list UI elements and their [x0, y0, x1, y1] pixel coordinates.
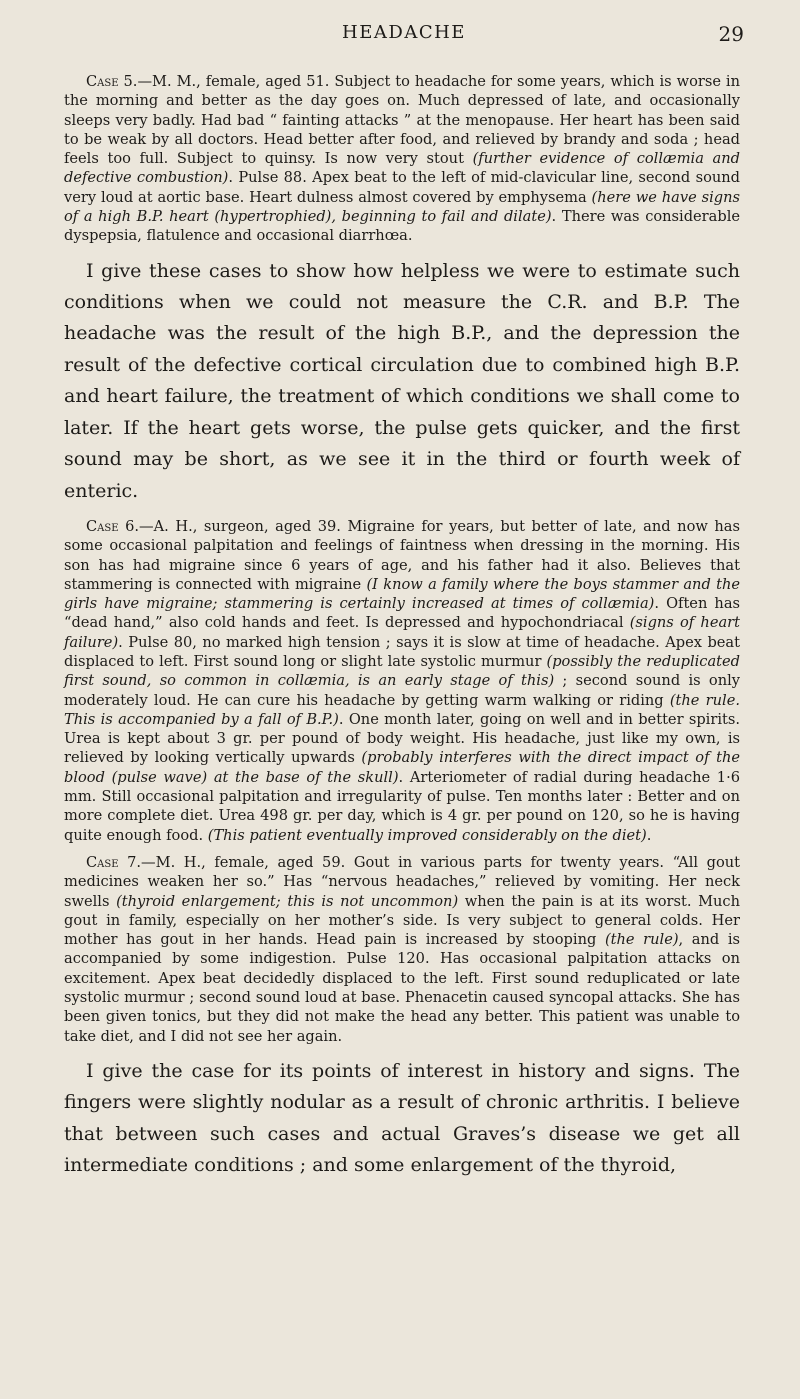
text-segment: , and is accompanied by some indigestion. Pulse 120. Has occasional palpitation attacks on excitement. Apex beat decidedly displaced to the left. First sound reduplicated or late systolic murmur ; second sound loud at base. Phenacetin caused syncopal attacks. She has been given tonics, but they did not make the head any better. This patient was unable to take diet, and I did not see her again. — [64, 931, 741, 1045]
case-paragraph — [64, 517, 740, 845]
prose-paragraph — [64, 1056, 740, 1182]
text-segment: —M. M., female, aged 51. Subject to headache for some years, which is worse in the morning and better as the day goes on. Much depressed of late, and occasionally sleeps very badly. Had bad “ fainting attacks ” at the menopause. Her heart has been said to be weak by all doctors. Head better after food, and relieved by brandy and soda ; head feels too full. Subject to quinsy. Is now very stout — [64, 73, 740, 168]
text-segment: . Arteriometer of radial during headache 1·6 mm. Still occasional palpitation and irregularity of pulse. Ten months later : Better and on more complete diet. Urea 498 gr. per day, which is 4 gr. per pound on 120, so he is having quite enough food. — [64, 768, 741, 844]
text-segment: when the pain is at its worst. Much gout in family, especially on her mother’s side. Is very subject to general colds. Her mother has gout in her hands. Head pain is increased by stooping — [64, 892, 740, 949]
italic-comment: (signs of heart failure) — [64, 614, 740, 651]
case-heading: Case 7. — [86, 853, 142, 871]
text-segment: . Pulse 80, no marked high tension ; says it is slow at time of headache. Apex beat displaced to left. First sound long or slight late systolic murmur — [64, 633, 740, 670]
text-segment: . Pulse 88. Apex beat to the left of mid-clavicular line, second sound very loud at aortic base. Heart dulness almost covered by emphysema — [64, 169, 740, 206]
italic-comment: (thyroid enlargement; this is not uncommon) — [116, 892, 459, 910]
page-number: 29 — [718, 22, 744, 46]
case-paragraph — [64, 853, 740, 1046]
italic-comment: (the rule) — [604, 931, 679, 949]
italic-comment: (here we have signs of a high B.P. heart (hypertrophied), beginning to fail and dilate) — [64, 188, 740, 226]
case-heading: Case 5. — [86, 73, 138, 90]
case-paragraph — [64, 72, 740, 246]
text-segment: . One month later, going on well and in better spirits. Urea is kept about 3 gr. per pound of body weight. His headache, just like my own, is relieved by looking vertically upwards — [64, 710, 740, 767]
italic-comment: (probably interferes with the direct impact of the blood (pulse wave) at the base of the skull) — [64, 749, 740, 786]
running-title: HEADACHE — [342, 22, 466, 43]
case-heading: Case 6. — [86, 517, 140, 535]
prose-paragraph — [64, 256, 740, 507]
italic-comment: (further evidence of collæmia and defective combustion) — [64, 150, 740, 187]
italic-comment: (I know a family where the boys stammer and the girls have migraine; stammering is certainly increased at times of collæmia) — [64, 575, 740, 613]
text-segment: ; second sound is only moderately loud. He can cure his headache by getting warm walking or riding — [64, 672, 740, 709]
italic-comment: (possibly the reduplicated first sound, so common in collæmia, is an early stage of this) — [64, 653, 740, 690]
body-text — [64, 72, 740, 1192]
text-segment: . There was considerable dyspepsia, flatulence and occasional diarrhœa. — [64, 208, 741, 245]
text-segment: I give these cases to show how helpless we were to estimate such conditions when we could not measure the C.R. and B.P. The headache was the result of the high B.P., and the depression the result of the defective cortical circulation due to combined high B.P. and heart failure, the treatment of which conditions we shall come to later. If the heart gets worse, the pulse gets quicker, and the first sound may be short, as we see it in the third or fourth week of enteric. — [64, 259, 740, 502]
text-segment: . Often has “dead hand,” also cold hands and feet. Is depressed and hypochondriacal — [64, 595, 741, 632]
text-segment: I give the case for its points of interest in history and signs. The fingers were slightly nodular as a result of chronic arthritis. I believe that between such cases and actual Graves’s disease we get all intermediate conditions ; and some enlargement of the thyroid, — [64, 1059, 740, 1177]
text-segment: —M. H., female, aged 59. Gout in various parts for twenty years. “All gout medicines weaken her so.” Has “nervous headaches,” relieved by vomiting. Her neck swells — [64, 853, 741, 910]
italic-comment: (the rule. This is accompanied by a fall of B.P.) — [64, 691, 740, 728]
running-head — [64, 22, 744, 52]
text-segment: . — [646, 826, 652, 844]
italic-comment: (This patient eventually improved considerably on the diet) — [207, 826, 647, 844]
text-segment: —A. H., surgeon, aged 39. Migraine for years, but better of late, and now has some occasional palpitation and feelings of faintness when dressing in the morning. His son has had migraine since 6 years of age, and his father had it also. Believes that stammering is connected with migraine — [64, 517, 740, 593]
